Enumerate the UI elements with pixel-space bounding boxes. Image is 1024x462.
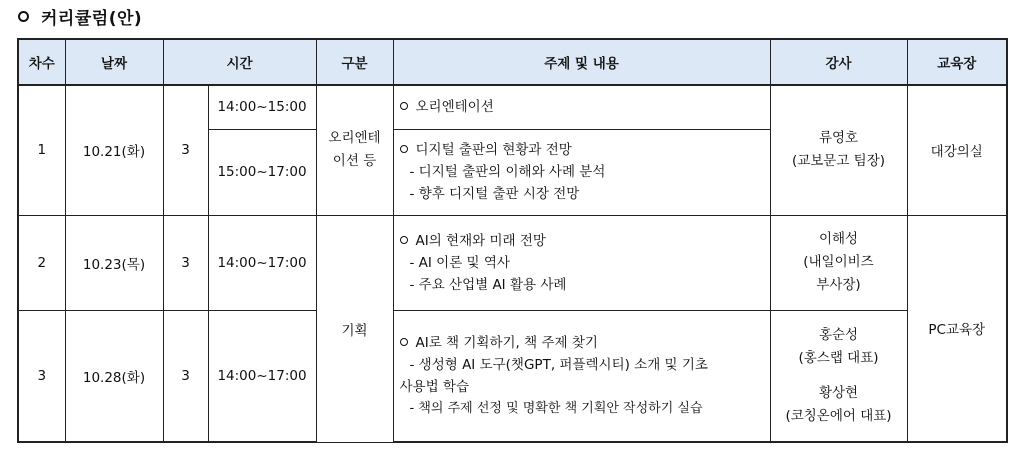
session-hours: 3 [163,85,208,215]
circle-bullet-icon [400,102,408,110]
topic-title: AI로 책 기획하기, 책 주제 찾기 [415,334,598,351]
category-line: 오리엔테 [328,130,381,147]
header-venue: 교육장 [907,39,1007,85]
session-topic [393,129,770,215]
instructor-name: 류영호 [818,130,859,147]
session-hours: 3 [163,310,208,442]
session-date: 10.21(화) [65,85,163,215]
curriculum-table [17,38,1008,443]
session-number: 2 [18,215,65,310]
topic-detail: - AI 이론 및 역사 [409,254,510,271]
table-row [18,215,1007,310]
header-date: 날짜 [65,39,163,85]
session-time: 14:00~17:00 [208,310,316,442]
session-number: 3 [18,310,65,442]
topic-detail: 사용법 학습 [399,378,469,395]
instructor-affiliation: (내일이비즈 [803,254,874,270]
topic-title: AI의 현재와 미래 전망 [415,232,546,249]
topic-detail: - 책의 주제 선정 및 명확한 책 기획안 작성하기 실습 [409,400,703,416]
topic-detail: - 향후 디지털 출판 시장 전망 [409,186,580,202]
topic-title: 디지털 출판의 현황과 전망 [415,142,572,158]
session-topic [393,85,770,129]
header-topic: 주제 및 내용 [393,39,770,85]
header-time: 시간 [163,39,316,85]
session-hours: 3 [163,215,208,310]
circle-bullet-icon [18,11,29,22]
header-instructor: 강사 [770,39,907,85]
header-session: 차수 [18,39,65,85]
instructor-name: 이해성 [818,231,859,247]
session-category [316,85,393,215]
session-instructor [770,310,907,442]
table-row [18,85,1007,129]
instructor-name: 황상현 [818,384,859,401]
header-row [18,39,1007,85]
session-time: 14:00~17:00 [208,215,316,310]
session-instructor [770,85,907,215]
session-time: 14:00~15:00 [208,85,316,129]
section-title-text: 커리큘럼(안) [41,8,143,29]
session-instructor [770,215,907,310]
topic-detail: - 디지털 출판의 이해와 사례 분석 [409,164,606,180]
table-row [18,310,1007,442]
session-venue: PC교육장 [907,215,1007,442]
session-date: 10.28(화) [65,310,163,442]
instructor-affiliation: (코칭온에어 대표) [785,407,892,424]
instructor-affiliation: (홍스랩 대표) [798,349,879,366]
session-time: 15:00~17:00 [208,129,316,215]
topic-title: 오리엔테이션 [415,99,494,116]
topic-detail: - 생성형 AI 도구(챗GPT, 퍼플렉시티) 소개 및 기초 [409,356,708,373]
instructor-name: 홍순성 [818,326,859,343]
session-venue: 대강의실 [907,85,1007,215]
instructor-affiliation: (교보문고 팀장) [791,153,886,170]
circle-bullet-icon [400,338,408,346]
session-topic [393,310,770,442]
topic-detail: - 주요 산업별 AI 활용 사례 [409,276,567,293]
instructor-affiliation: 부사장) [816,277,861,293]
header-category: 구분 [316,39,393,85]
session-date: 10.23(목) [65,215,163,310]
category-line: 이션 등 [332,153,377,170]
circle-bullet-icon [400,145,408,153]
session-category: 기획 [316,215,393,442]
session-number: 1 [18,85,65,215]
section-title [14,3,142,29]
circle-bullet-icon [400,236,408,244]
session-topic [393,215,770,310]
